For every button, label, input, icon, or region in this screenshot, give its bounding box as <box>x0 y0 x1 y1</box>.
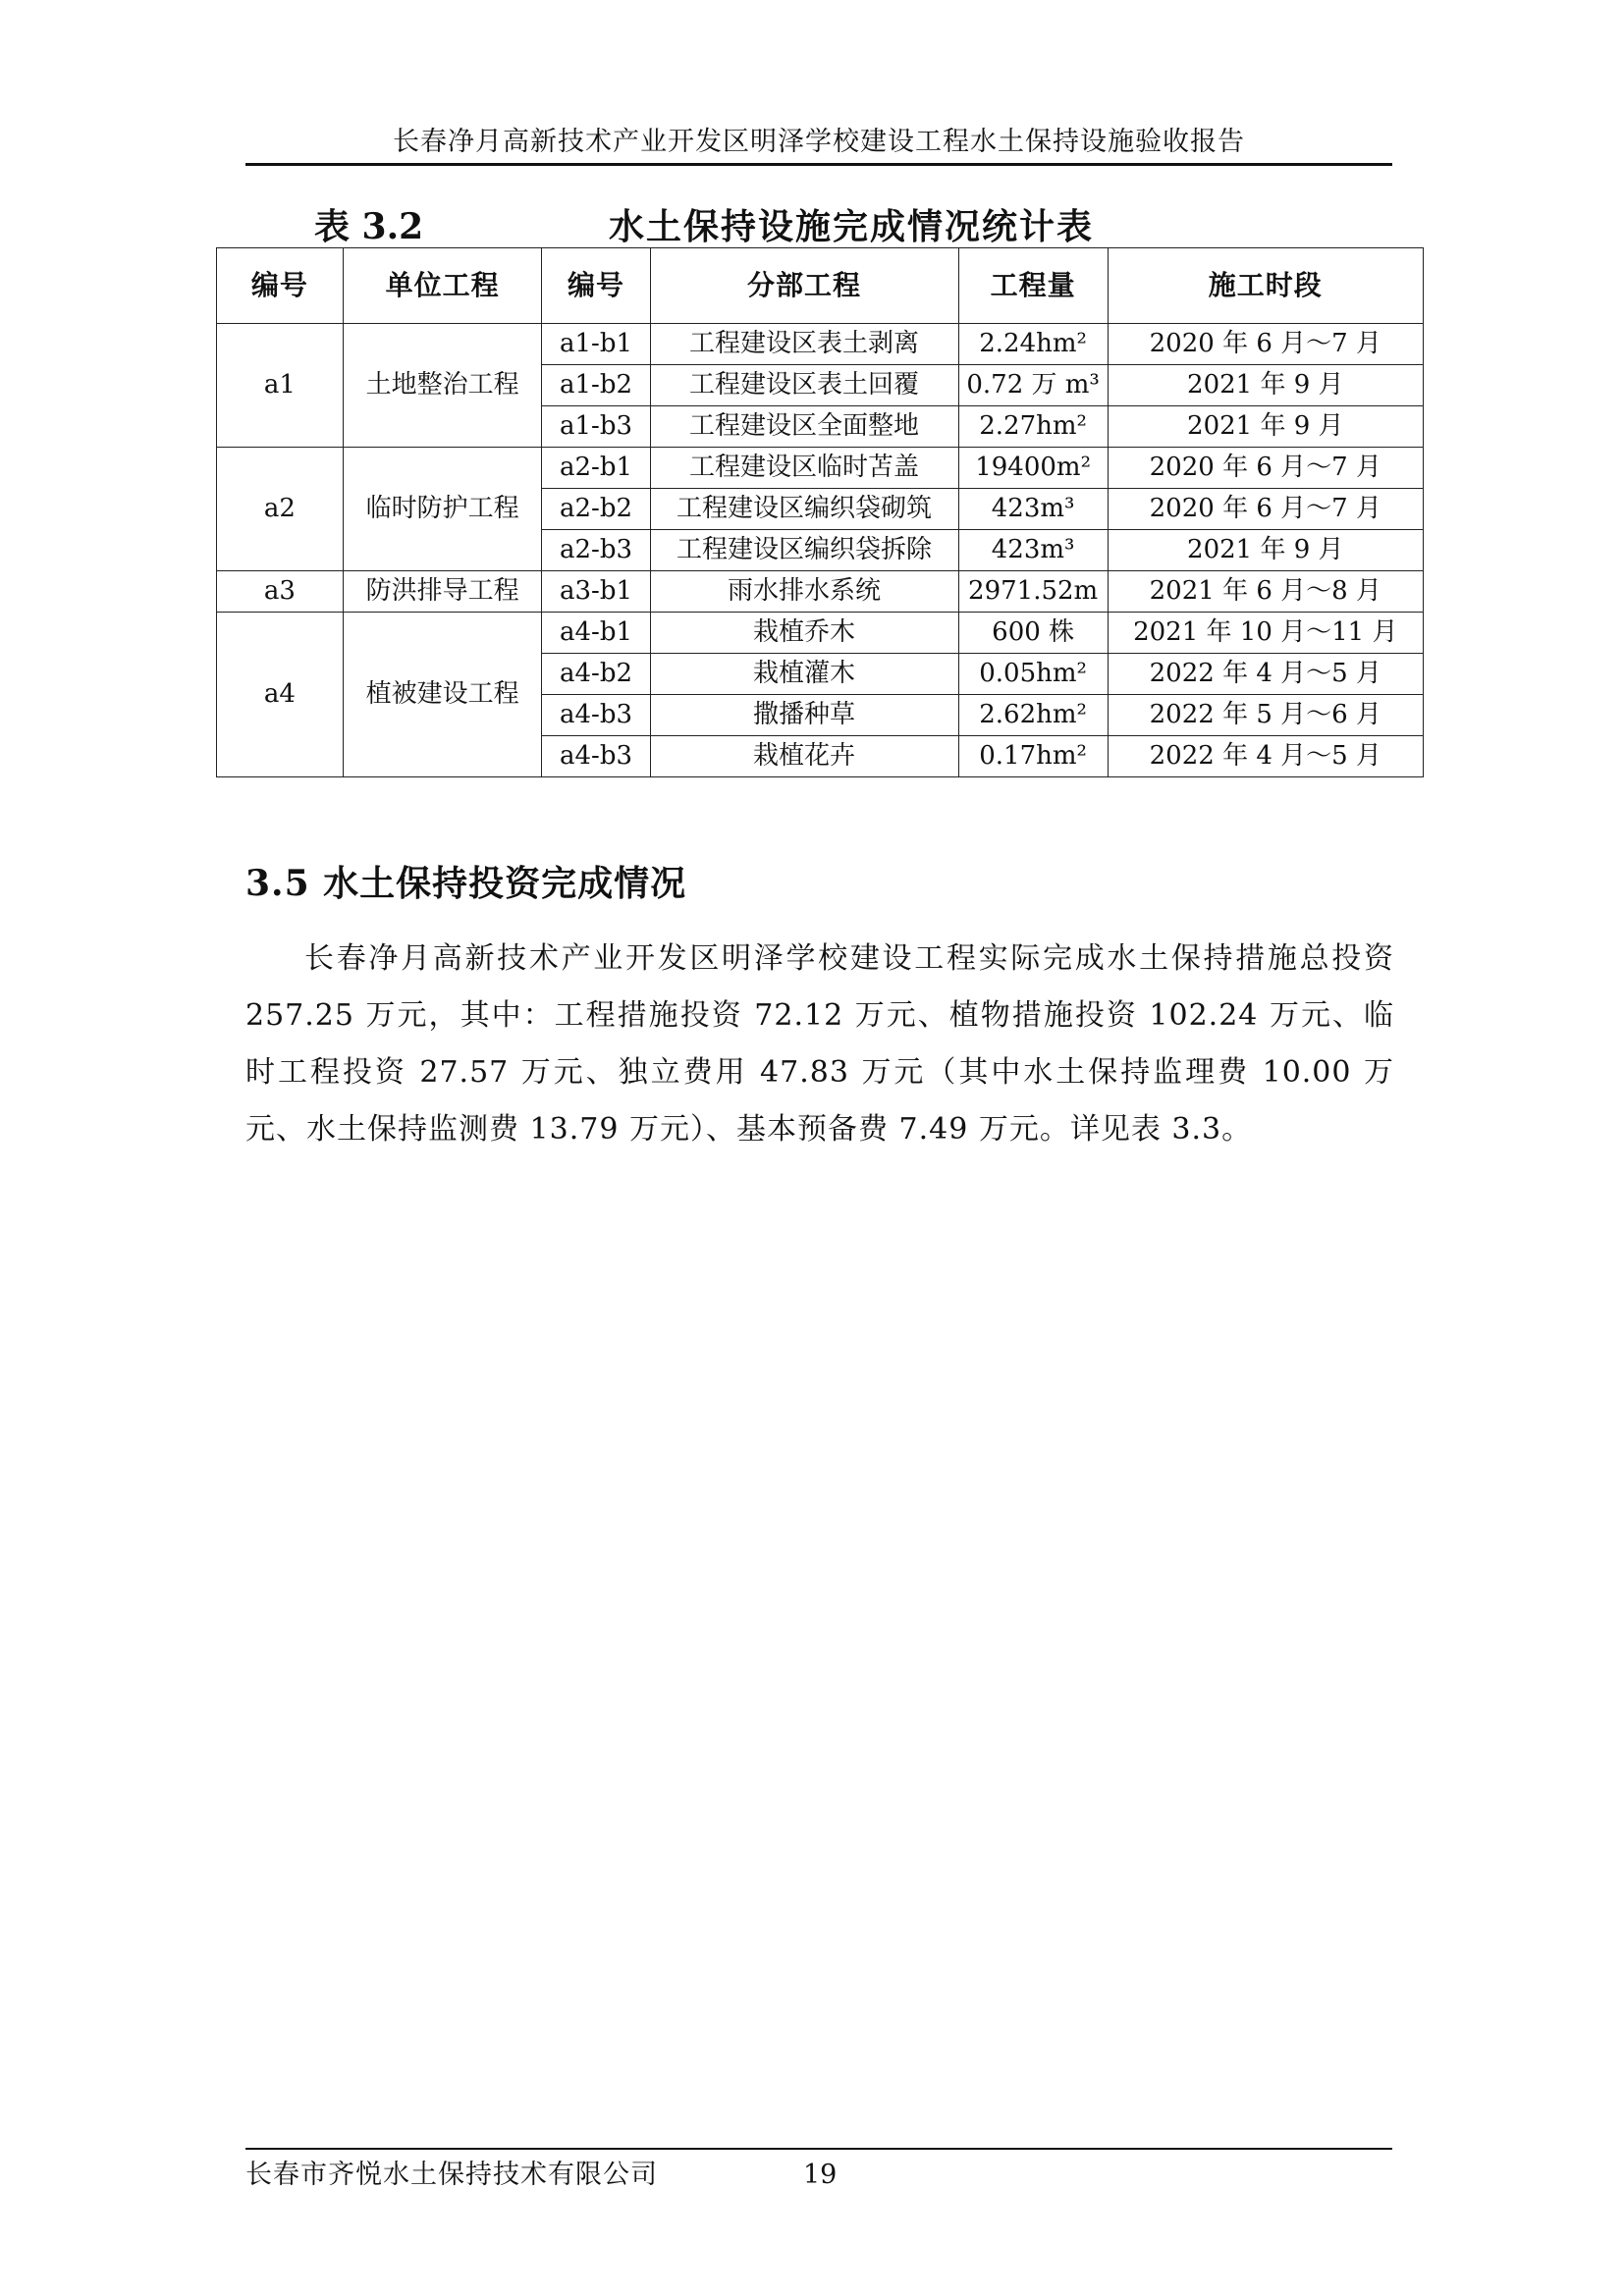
row-quantity: 600 株 <box>958 613 1108 654</box>
row-part: 工程建设区表土回覆 <box>650 365 958 406</box>
row-sub-code: a4-b3 <box>542 695 650 736</box>
row-period: 2021 年 9 月 <box>1108 530 1423 571</box>
row-quantity: 423m³ <box>958 489 1108 530</box>
row-quantity: 2.27hm² <box>958 406 1108 448</box>
row-period: 2022 年 5 月～6 月 <box>1108 695 1423 736</box>
row-period: 2021 年 10 月～11 月 <box>1108 613 1423 654</box>
row-sub-code: a4-b2 <box>542 654 650 695</box>
facility-completion-table <box>216 247 1424 777</box>
row-part: 栽植花卉 <box>650 736 958 777</box>
row-period: 2020 年 6 月～7 月 <box>1108 448 1423 489</box>
row-quantity: 0.05hm² <box>958 654 1108 695</box>
table-caption-number: 表 3.2 <box>314 206 424 247</box>
row-quantity: 19400m² <box>958 448 1108 489</box>
row-period: 2020 年 6 月～7 月 <box>1108 489 1423 530</box>
row-period: 2022 年 4 月～5 月 <box>1108 736 1423 777</box>
group-unit: 防洪排导工程 <box>343 571 542 613</box>
row-part: 工程建设区临时苫盖 <box>650 448 958 489</box>
row-part: 栽植乔木 <box>650 613 958 654</box>
col-header-sub-code: 编号 <box>542 248 650 324</box>
page-number: 19 <box>803 2160 838 2190</box>
row-sub-code: a1-b1 <box>542 324 650 365</box>
row-part: 撒播种草 <box>650 695 958 736</box>
investment-paragraph: 长春净月高新技术产业开发区明泽学校建设工程实际完成水土保持措施总投资 257.25 万元，其中：工程措施投资 72.12 万元、植物措施投资 102.24 万元、临时工程投资 27.57 万元、独立费用 47.83 万元（其中水土保持监理费 10.00 万元、水土保持监测费 13.79 万元）、基本预备费 7.49 万元。详见表 3.3。 <box>245 941 1394 1147</box>
group-code: a3 <box>217 571 344 613</box>
row-part: 工程建设区表土剥离 <box>650 324 958 365</box>
table-caption-title: 水土保持设施完成情况统计表 <box>609 206 1095 247</box>
row-sub-code: a4-b1 <box>542 613 650 654</box>
footer-rule <box>245 2148 1392 2150</box>
row-part: 工程建设区编织袋拆除 <box>650 530 958 571</box>
row-part: 栽植灌木 <box>650 654 958 695</box>
header-rule <box>245 163 1392 166</box>
table-row <box>217 571 1424 613</box>
col-header-code: 编号 <box>217 248 344 324</box>
row-period: 2020 年 6 月～7 月 <box>1108 324 1423 365</box>
row-sub-code: a2-b2 <box>542 489 650 530</box>
table-row <box>217 324 1424 365</box>
group-unit: 土地整治工程 <box>343 324 542 448</box>
row-quantity: 0.17hm² <box>958 736 1108 777</box>
group-code: a2 <box>217 448 344 571</box>
col-header-part: 分部工程 <box>650 248 958 324</box>
col-header-unit: 单位工程 <box>343 248 542 324</box>
row-quantity: 2971.52m <box>958 571 1108 613</box>
row-period: 2022 年 4 月～5 月 <box>1108 654 1423 695</box>
table-row <box>217 448 1424 489</box>
row-period: 2021 年 9 月 <box>1108 365 1423 406</box>
group-unit: 临时防护工程 <box>343 448 542 571</box>
page-header-title: 长春净月高新技术产业开发区明泽学校建设工程水土保持设施验收报告 <box>393 127 1245 157</box>
col-header-period: 施工时段 <box>1108 248 1423 324</box>
row-part: 工程建设区全面整地 <box>650 406 958 448</box>
row-quantity: 2.24hm² <box>958 324 1108 365</box>
row-sub-code: a3-b1 <box>542 571 650 613</box>
col-header-quantity: 工程量 <box>958 248 1108 324</box>
row-part: 工程建设区编织袋砌筑 <box>650 489 958 530</box>
row-quantity: 2.62hm² <box>958 695 1108 736</box>
row-sub-code: a4-b3 <box>542 736 650 777</box>
table-row <box>217 613 1424 654</box>
group-code: a1 <box>217 324 344 448</box>
table-header-row <box>217 248 1424 324</box>
row-quantity: 423m³ <box>958 530 1108 571</box>
row-period: 2021 年 6 月～8 月 <box>1108 571 1423 613</box>
row-period: 2021 年 9 月 <box>1108 406 1423 448</box>
group-unit: 植被建设工程 <box>343 613 542 777</box>
section-heading: 3.5 水土保持投资完成情况 <box>245 863 687 904</box>
row-quantity: 0.72 万 m³ <box>958 365 1108 406</box>
row-sub-code: a2-b3 <box>542 530 650 571</box>
row-sub-code: a2-b1 <box>542 448 650 489</box>
row-sub-code: a1-b3 <box>542 406 650 448</box>
group-code: a4 <box>217 613 344 777</box>
row-part: 雨水排水系统 <box>650 571 958 613</box>
row-sub-code: a1-b2 <box>542 365 650 406</box>
table-caption <box>216 202 1424 251</box>
footer-company: 长春市齐悦水土保持技术有限公司 <box>245 2160 658 2190</box>
